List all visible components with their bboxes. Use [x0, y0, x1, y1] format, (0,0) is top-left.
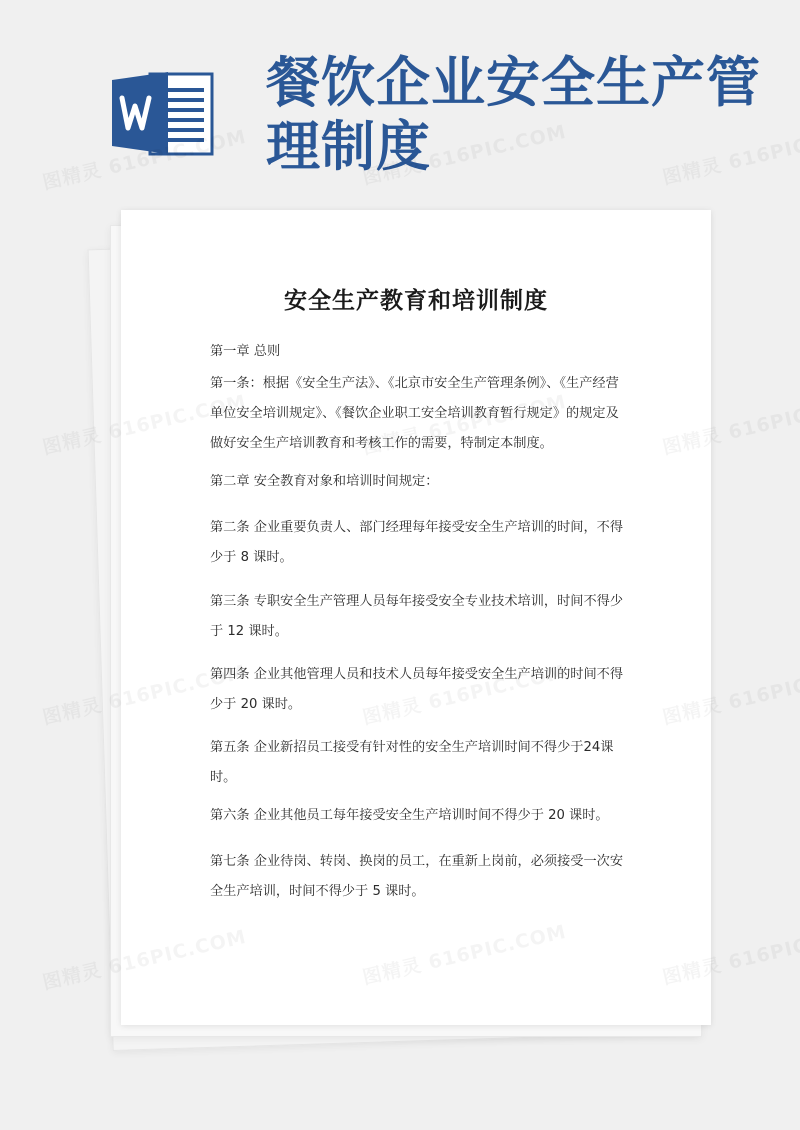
article-paragraph: 第一条：根据《安全生产法》、《北京市安全生产管理条例》、《生产经营单位安全培训规定》、《餐饮企业职工安全培训教育暂行规定》的规定及做好安全生产培训教育和考核工作的需要，特制定本制度。 [210, 376, 619, 451]
article-paragraph: 第三条 专职安全生产管理人员每年接受安全专业技术培训，时间不得少于 12 课时。 [210, 594, 624, 639]
chapter-heading: 第一章 总则 [210, 344, 281, 359]
document-title: 安全生产教育和培训制度 [284, 288, 548, 314]
article-paragraph: 第六条 企业其他员工每年接受安全生产培训时间不得少于 20 课时。 [210, 808, 609, 823]
page-title: 餐饮企业安全生产管理制度 [266, 50, 761, 178]
word-document-icon [110, 70, 214, 156]
article-paragraph: 第七条 企业待岗、转岗、换岗的员工，在重新上岗前，必须接受一次安全生产培训，时间不得少于 5 课时。 [210, 854, 624, 899]
article-paragraph: 第二条 企业重要负责人、部门经理每年接受安全生产培训的时间，不得少于 8 课时。 [210, 520, 624, 565]
article-paragraph: 第五条 企业新招员工接受有针对性的安全生产培训时间不得少于24课时。 [210, 740, 614, 785]
chapter-heading: 第二章 安全教育对象和培训时间规定： [210, 474, 439, 489]
document-page [121, 210, 711, 1025]
article-paragraph: 第四条 企业其他管理人员和技术人员每年接受安全生产培训的时间不得少于 20 课时。 [210, 667, 624, 712]
